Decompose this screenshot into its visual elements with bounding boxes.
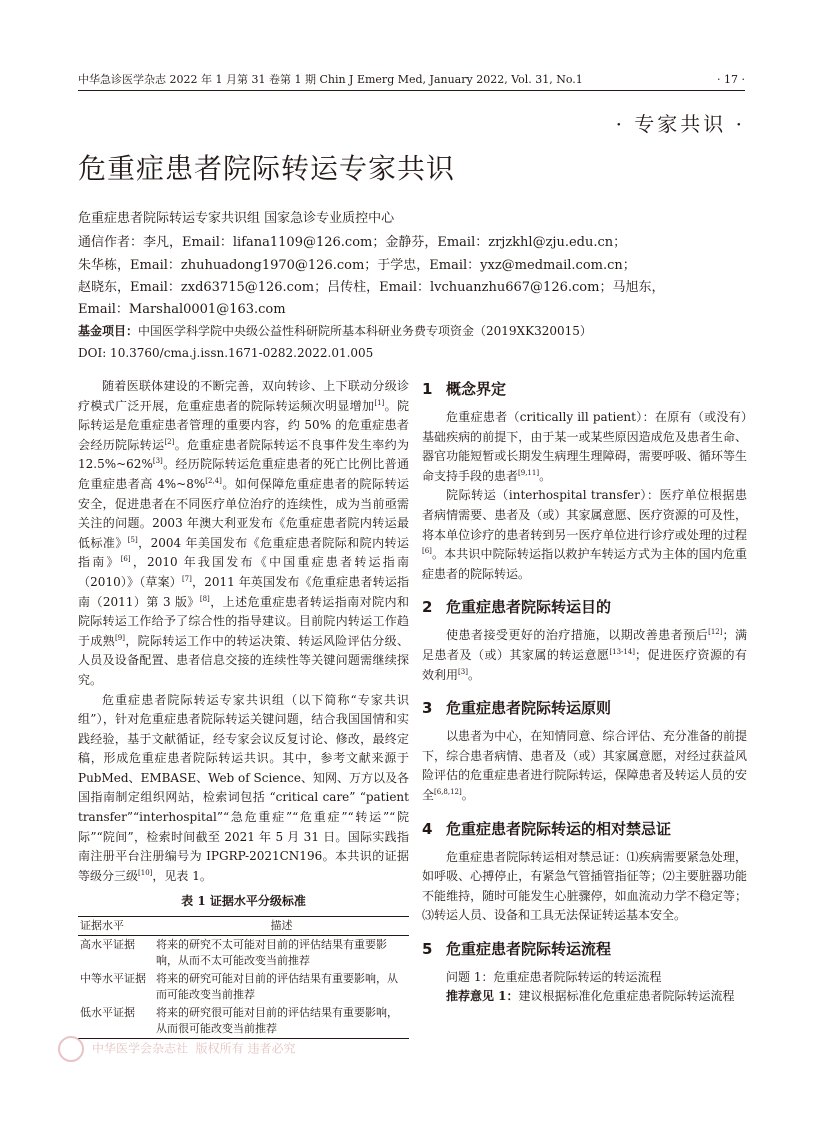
recommendation: 推荐意见 1：建议根据标准化危重症患者院际转运流程 xyxy=(446,989,735,1004)
section-4 xyxy=(422,818,747,926)
fund-label: 基金项目： xyxy=(78,324,139,338)
section-3 xyxy=(422,697,747,805)
publisher-name: 中华医学会杂志社 xyxy=(92,1041,189,1056)
table-cell: 将来的研究不太可能对目前的评估结果有重要影响，从而不太可能改变当前推荐 xyxy=(156,938,387,968)
running-head xyxy=(78,73,745,87)
intro-paragraph-2: 危重症患者院际转运专家共识组（以下简称“专家共识组”），针对危重症患者院际转运关键问题，结合我国国情和实践经验，基于文献循证，经专家会议反复讨论、修改，最终定稿，形成危重症患者院际转运共识。其中，参考文献来源于 PubMed、EMBASE、Web of Science、知网、万方以及各国指南制定组织网站，检索词包括 “critical care” “patient transfer”“interhospital”“急危重症”“危重症”“转运”“院际”“院间”，检索时间截至 2021 年 5 月 31 日。国际实践指南注册平台注册编号为 IPGRP-2021CN196。本共识的证据等级分三级[10]，见表 1。 xyxy=(78,692,409,883)
paragraph: 院际转运（interhospital transfer）：医疗单位根据患者病情需要、患者及（或）其家属意愿、医疗资源的可及性，将本单位诊疗的患者转到另一医疗单位进行诊疗或处理的过程[6]。本共识中院际转运指以救护车转运方式为主体的国内危重症患者的院际转运。 xyxy=(422,488,747,581)
fund-text: 中国医学科学院中央级公益性科研院所基本科研业务费专项资金（2019XK320015） xyxy=(138,324,592,338)
author-group: 危重症患者院际转运专家共识组 国家急诊专业质控中心 xyxy=(78,211,395,226)
paragraph: 危重症患者（critically ill patient）：在原有（或没有）基础疾病的前提下，由于某一或某些原因造成危及患者生命、器官功能短暂或长期发生病理生理障碍，需要呼吸、循环等生命支持手段的患者[9,11]。 xyxy=(422,410,747,483)
publisher-watermark xyxy=(58,1036,295,1062)
paragraph: 以患者为中心，在知情同意、综合评估、充分准备的前提下，综合患者病情、患者及（或）其家属意愿，对经过获益风险评估的危重症患者进行院际转运，保障患者及转运人员的安全[6,8,12]。 xyxy=(422,729,747,802)
journal-info: 中华急诊医学杂志 2022 年 1 月第 31 卷第 1 期 Chin J Emerg Med, January 2022, Vol. 31, No.1 xyxy=(78,73,583,86)
table-cell: 中等水平证据 xyxy=(80,972,146,986)
table-row xyxy=(78,936,409,971)
paragraph: 使患者接受更好的治疗措施，以期改善患者预后[12]；满足患者及（或）其家属的转运意愿[13-14]；促进医疗资源的有效利用[3]。 xyxy=(422,628,747,682)
page-number: · 17 · xyxy=(717,73,745,86)
publisher-seal-icon xyxy=(58,1036,84,1062)
section-2 xyxy=(422,596,747,685)
doi: DOI: 10.3760/cma.j.issn.1671-0282.2022.01.005 xyxy=(78,346,374,360)
table-cell: 将来的研究很可能对目前的评估结果有重要影响，从而很可能改变当前推荐 xyxy=(154,1004,409,1039)
table-row xyxy=(78,1004,409,1039)
section-heading: 4 危重症患者院际转运的相对禁忌证 xyxy=(422,819,672,838)
section-5 xyxy=(422,938,747,1007)
table-row xyxy=(78,970,409,1004)
corresponding-authors-line-2: 朱华栋，Email：zhuhuadong1970@126.com；于学忠，Email：yxz@medmail.com.cn； xyxy=(78,258,636,273)
section-heading: 5 危重症患者院际转运流程 xyxy=(422,939,612,958)
table-caption: 表 1 证据水平分级标准 xyxy=(181,894,306,909)
article-title: 危重症患者院际转运专家共识 xyxy=(78,152,456,185)
corresponding-authors-line-3: 赵晓东，Email：zxd63715@126.com；吕传柱，Email：lvchuanzhu667@126.com；马旭东， xyxy=(78,280,665,295)
table-cell: 高水平证据 xyxy=(80,938,135,952)
question: 问题 1：危重症患者院际转运的转运流程 xyxy=(446,969,662,984)
table-cell: 将来的研究可能对目前的评估结果有重要影响，从而可能改变当前推荐 xyxy=(156,972,398,1002)
table-header: 证据水平 xyxy=(78,917,154,936)
left-column xyxy=(78,377,409,1039)
section-heading: 3 危重症患者院际转运原则 xyxy=(422,699,612,718)
paragraph: 危重症患者院际转运相对禁忌证：⑴疾病需要紧急处理，如呼吸、心搏停止，有紧急气管插管指征等；⑵主要脏器功能不能维持，随时可能发生心脏骤停，如血流动力学不稳定等；⑶转运人员、设备和工具无法保证转运基本安全。 xyxy=(422,849,747,923)
copyright-watermark: 版权所有 违者必究 xyxy=(195,1041,296,1056)
corresponding-authors-line-4: Email：Marshal0001@163.com xyxy=(78,302,286,317)
section-heading: 2 危重症患者院际转运目的 xyxy=(422,598,612,617)
table-header: 描述 xyxy=(154,917,409,936)
evidence-level-table xyxy=(78,916,409,1039)
column-label: · 专家共识 · xyxy=(615,112,745,136)
table-cell: 低水平证据 xyxy=(78,1004,154,1039)
section-heading: 1 概念界定 xyxy=(422,380,507,398)
intro-paragraph-1: 随着医联体建设的不断完善，双向转诊、上下联动分级诊疗模式广泛开展，危重症患者的院际转运频次明显增加[1]。院际转运是危重症患者管理的重要内容，约 50% 的危重症患者会经历院际转运[2]。危重症患者院际转运不良事件发生率约为 12.5%~62%[3]。经历院际转运危重症患者的死亡比例比普通危重症患者高 4%~8%[2,4]。如何保障危重症患者的院际转运安全，促进患者在不同医疗单位治疗的连续性，成为当前亟需关注的问题。2003 年澳大利亚发布《危重症患者院内转运最低标准》[5]，2004 年美国发布《危重症患者院际和院内转运指南》[6]，2010 年我国发布《中国重症患者转运指南（2010）》（草案）[7]，2011 年英国发布《危重症患者转运指南（2011）第 3 版》[8]，上述危重症患者转运指南对院内和院际转运工作给予了综合性的指导建议。目前院内转运工作趋于成熟[9]，院际转运工作中的转运决策、转运风险评估分级、人员及设备配置、患者信息交接的连续性等关键问题需继续探究。 xyxy=(78,379,409,687)
section-1 xyxy=(422,378,747,584)
header-rule xyxy=(78,90,745,91)
right-column xyxy=(422,378,747,1019)
fund-info xyxy=(78,320,592,342)
corresponding-authors-line-1: 通信作者：李凡，Email：lifana1109@126.com；金静芬，Email：zrjzkhl@zju.edu.cn； xyxy=(78,235,627,250)
